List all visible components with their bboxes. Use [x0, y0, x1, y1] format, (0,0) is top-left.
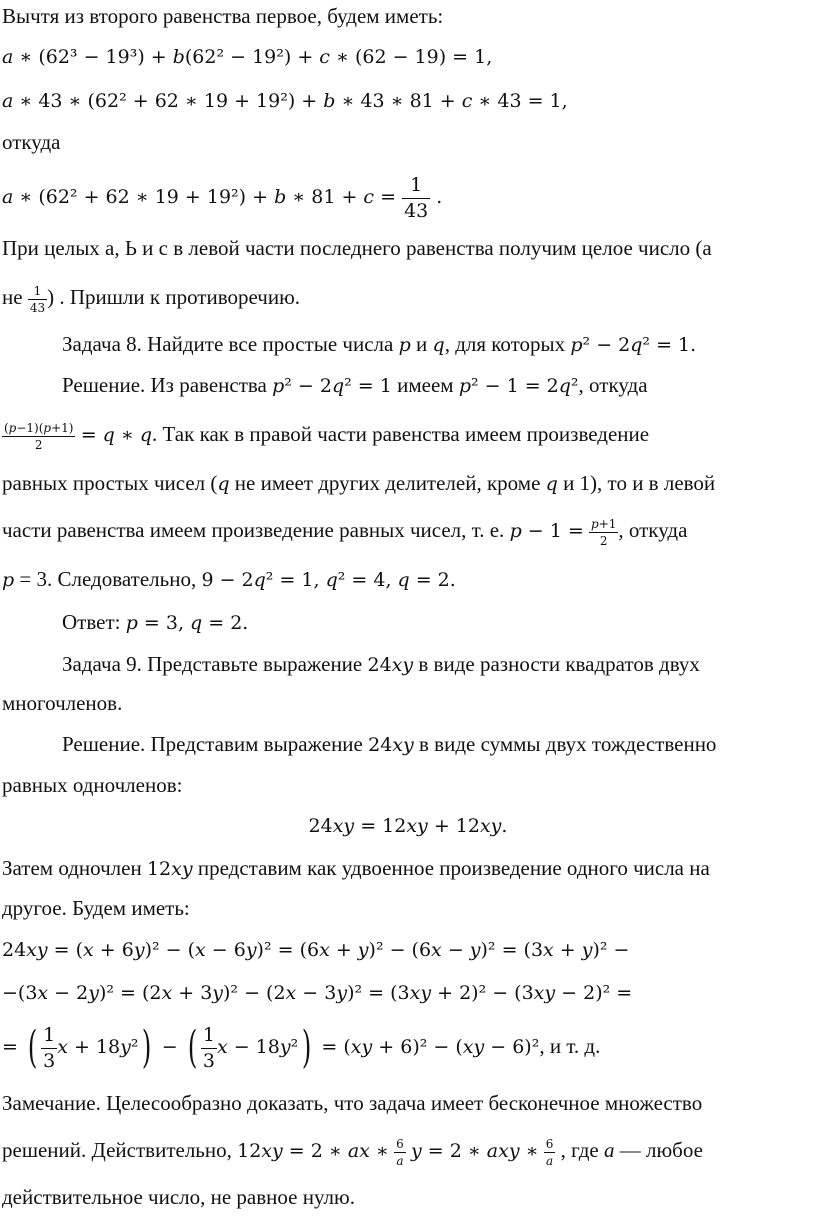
math-text: 𝑎 ∗ (62² + 62 ∗ 19 + 19²) + 𝑏 ∗ 81 + 𝑐 = — [2, 186, 397, 208]
fraction-denominator: 2 — [34, 437, 43, 452]
math-text: 12𝑥𝑦 = 2 ∗ 𝑎𝑥 ∗ — [237, 1140, 389, 1162]
math-text: −(3𝑥 − 2𝑦)² = (2𝑥 + 3𝑦)² − (2𝑥 − 3𝑦)² = (3𝑥𝑦 + 2)² − (3𝑥𝑦 − 2)² = — [2, 982, 633, 1004]
math-text: − — [161, 1036, 178, 1058]
math-text: 𝑞 — [217, 473, 230, 495]
fraction — [201, 1023, 217, 1072]
math-text: 𝑝² − 2𝑞² = 1 — [272, 375, 392, 397]
text-line — [2, 470, 715, 497]
fraction-numerator: 1 — [402, 176, 430, 199]
math-text: 𝑎 ∗ 43 ∗ (62² + 62 ∗ 19 + 19²) + 𝑏 ∗ 43 ∗ 81 + 𝑐 ∗ 43 = 1, — [2, 90, 568, 112]
text-line — [2, 1184, 355, 1210]
equation — [2, 980, 632, 1006]
text: равных одночленов: — [2, 773, 183, 797]
text-line — [2, 772, 182, 798]
fraction-denominator: 𝑎 — [546, 1153, 554, 1168]
fraction-numerator: (𝑝−1)(𝑝+1) — [4, 420, 74, 435]
text: , и т. д. — [539, 1034, 601, 1058]
text: и — [416, 332, 428, 356]
text: имеем — [397, 373, 454, 397]
text: — любое — [619, 1138, 703, 1162]
text-line — [2, 508, 687, 553]
equation — [2, 44, 492, 70]
text: ) . Пришли к противоречию. — [47, 285, 301, 309]
text-line — [2, 129, 61, 155]
text: Замечание. Целесообразно доказать, что задача имеет бесконечное множество — [2, 1091, 703, 1115]
text: в виде суммы двух тождественно — [419, 732, 717, 756]
problem-9-statement — [62, 651, 700, 678]
left-paren: ( — [187, 1022, 197, 1073]
remark — [2, 1090, 702, 1116]
text: При целых a, Ь и с в левой части последнего равенства получим целое число (a — [2, 236, 712, 260]
math-text: = 𝑞 ∗ 𝑞 — [80, 424, 152, 446]
fraction-denominator: 43 — [29, 300, 46, 315]
right-paren: ) — [302, 1022, 312, 1073]
fraction-denominator: 𝑎 — [396, 1153, 404, 1168]
text: откуда — [2, 130, 61, 154]
fraction-denominator: 3 — [202, 1049, 215, 1072]
fraction — [589, 518, 618, 547]
text: и 1), то и в левой — [563, 471, 716, 495]
text: Задача 9. Представьте выражение — [62, 652, 363, 676]
fraction-numerator: 1 — [28, 285, 47, 300]
text: части равенства имеем произведение равных чисел, т. е. — [2, 518, 505, 542]
equation — [0, 813, 816, 839]
math-text: = (𝑥𝑦 + 6)² − (𝑥𝑦 − 6)² — [321, 1036, 540, 1058]
math-text: 24𝑥𝑦 — [368, 734, 414, 756]
math-text: 12𝑥𝑦 — [146, 858, 193, 880]
text: многочленов. — [2, 691, 123, 715]
equation — [2, 170, 442, 224]
text-line — [2, 276, 300, 318]
equation — [2, 88, 568, 114]
fraction — [28, 285, 47, 314]
text-line — [2, 690, 122, 716]
equation — [2, 937, 629, 963]
math-text: = — [2, 1036, 18, 1058]
text: не — [2, 285, 23, 309]
equation — [2, 1020, 600, 1073]
math-text: 𝑥 − 18𝑦² — [216, 1036, 299, 1058]
math-text: 𝑞 — [432, 334, 445, 356]
text: действительное число, не равное нулю. — [2, 1185, 355, 1209]
text: , где — [560, 1138, 599, 1162]
math-text: 24𝑥𝑦 = (𝑥 + 6𝑦)² − (𝑥 − 6𝑦)² = (6𝑥 + 𝑦)² − (6𝑥 − 𝑦)² = (3𝑥 + 𝑦)² − — [2, 939, 630, 961]
fraction-numerator: 𝑝+1 — [591, 516, 617, 531]
fraction-numerator: 1 — [201, 1026, 217, 1049]
text: Вычтя из второго равенства первое, будем иметь: — [2, 4, 444, 28]
math-text: 𝑝 — [398, 334, 411, 356]
text: Задача 8. Найдите все простые числа — [62, 332, 394, 356]
text: , откуда — [618, 518, 688, 542]
text-line — [2, 895, 190, 921]
fraction-denominator: 3 — [43, 1049, 56, 1072]
solution-8 — [62, 372, 648, 399]
math-text: 𝑝² − 2𝑞² = 1. — [570, 334, 697, 356]
problem-8-statement — [62, 331, 696, 358]
fraction-numerator: 6 — [545, 1136, 554, 1151]
math-text: 24𝑥𝑦 = 12𝑥𝑦 + 12𝑥𝑦. — [308, 815, 508, 837]
text: Решение. Представим выражение — [62, 732, 363, 756]
fraction — [544, 1138, 556, 1167]
fraction-denominator: 2 — [599, 533, 608, 548]
text: другое. Будем иметь: — [2, 896, 190, 920]
math-text: 𝑥 + 18𝑦² — [57, 1036, 139, 1058]
text-line — [2, 566, 456, 593]
text: решений. Действительно, — [2, 1138, 232, 1162]
text-line — [2, 3, 443, 29]
math-text: 𝑞 — [545, 473, 558, 495]
solution-9 — [62, 731, 716, 758]
fraction-numerator: 1 — [41, 1026, 57, 1049]
fraction — [402, 173, 430, 222]
text: a — [603, 1138, 615, 1162]
math-text: 𝑎 ∗ (62³ − 19³) + 𝑏(62² − 19²) + 𝑐 ∗ (62 − 19) = 1, — [2, 46, 493, 68]
text: = 3. Следовательно, — [19, 567, 197, 591]
text: представим как удвоенное произведение одного числа на — [197, 856, 710, 880]
text: не имеет других делителей, кроме — [234, 471, 541, 495]
fraction — [394, 1138, 406, 1167]
text: , для которых — [444, 332, 566, 356]
text: Ответ: — [62, 610, 121, 634]
fraction — [41, 1023, 57, 1072]
text: Решение. Из равенства — [62, 373, 267, 397]
fraction-denominator: 43 — [404, 199, 429, 222]
math-text: 𝑝 − 1 = — [509, 520, 584, 542]
math-text: 𝑦 = 2 ∗ 𝑎𝑥𝑦 ∗ — [410, 1140, 539, 1162]
answer-8 — [62, 609, 248, 636]
math-text: 9 − 2𝑞² = 1, 𝑞² = 4, 𝑞 = 2. — [201, 569, 456, 591]
math-text: 𝑝 = 3, 𝑞 = 2. — [125, 612, 249, 634]
right-paren: ) — [142, 1022, 152, 1073]
text: Затем одночлен — [2, 856, 142, 880]
math-text: p — [2, 569, 15, 591]
fraction — [2, 422, 75, 451]
fraction-numerator: 6 — [396, 1136, 404, 1151]
text-line — [2, 235, 712, 261]
math-text: . — [436, 186, 443, 208]
text-line — [2, 1128, 703, 1173]
text: . Так как в правой части равенства имеем произведение — [152, 422, 650, 446]
math-text: 𝑝² − 1 = 2𝑞² — [458, 375, 579, 397]
text-line — [2, 855, 710, 882]
text: равных простых чисел ( — [2, 471, 218, 495]
text-line — [2, 412, 649, 457]
text: , откуда — [578, 373, 648, 397]
text: в виде разности квадратов двух — [418, 652, 700, 676]
left-paren: ( — [27, 1022, 38, 1073]
math-text: 24𝑥𝑦 — [367, 654, 414, 676]
